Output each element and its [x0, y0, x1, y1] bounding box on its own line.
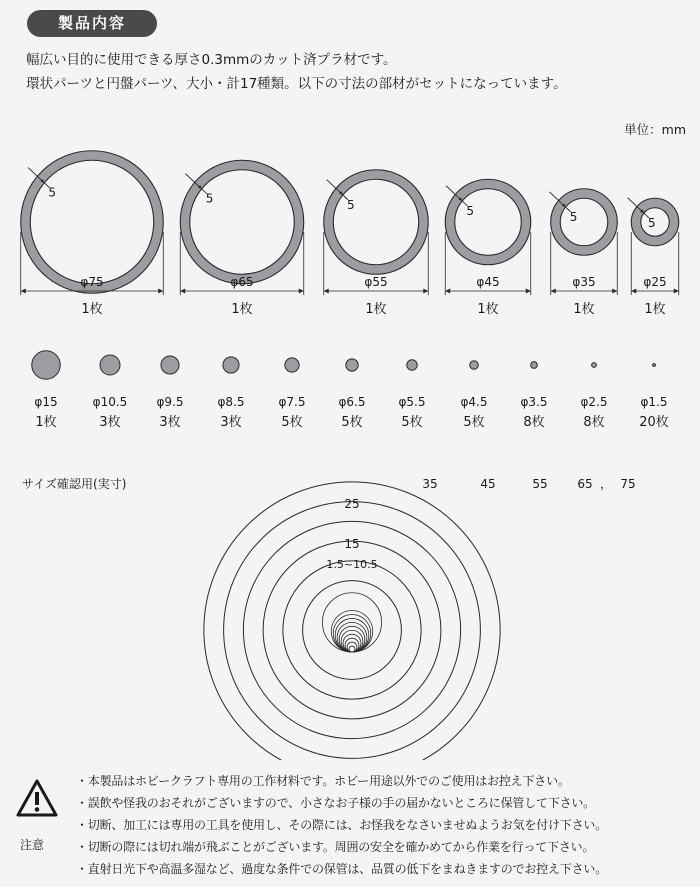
disc-count-label: 5枚: [401, 415, 423, 430]
disc-count-label: 8枚: [523, 415, 545, 430]
disc-count-label: 5枚: [341, 415, 363, 430]
dimension-arrow: [180, 289, 185, 294]
size-check-label-sep: ，: [599, 477, 613, 491]
warning-triangle-icon: [15, 778, 59, 818]
disc-diameter-label: φ4.5: [460, 395, 488, 409]
ring-part: [556, 194, 613, 251]
disc-count-label: 8枚: [583, 415, 605, 430]
intro-line-1: 幅広い目的に使用できる厚さ0.3mmのカット済プラ材です。: [26, 52, 397, 68]
ring-width-label: 5: [205, 191, 214, 206]
disc-diameter-label: φ7.5: [278, 395, 306, 409]
ring-inner-edge: [190, 170, 295, 275]
disc-part: [470, 361, 479, 370]
ring-inner-edge: [560, 198, 608, 246]
disc-part: [100, 355, 120, 375]
ring-diameter-label: φ65: [230, 275, 254, 289]
dimension-arrow: [631, 289, 636, 294]
ring-inner-edge: [333, 179, 419, 265]
disc-part: [531, 362, 538, 369]
dimension-arrow: [324, 289, 329, 294]
intro-line-2: 環状パーツと円盤パーツ、大小・計17種類。以下の寸法の部材がセットになっています。: [26, 76, 567, 92]
ring-inner-edge: [30, 160, 154, 284]
dimension-arrow: [526, 289, 531, 294]
size-check-label-25: 25: [344, 497, 360, 511]
ring-outer-edge: [324, 170, 429, 275]
disc-diameter-label: φ9.5: [156, 395, 184, 409]
ring-width-label: 5: [48, 185, 57, 200]
disc-count-label: 5枚: [281, 415, 303, 430]
disc-count-label: 3枚: [159, 415, 181, 430]
size-check-circle: [349, 646, 355, 652]
ring-diameter-label: φ45: [476, 275, 500, 289]
size-check-label-35: 35: [422, 477, 438, 491]
disc-count-label: 3枚: [220, 415, 242, 430]
disc-diameter-label: φ3.5: [520, 395, 548, 409]
ring-parts: [21, 151, 679, 317]
section-title: 製品内容: [27, 10, 157, 37]
caution-note: ・本製品はホビークラフト専用の工作材料です。ホビー用途以外でのご使用はお控え下さい。: [76, 774, 570, 788]
dimension-arrow: [423, 289, 428, 294]
ring-part: [185, 165, 299, 279]
size-check-label-65: 65: [577, 477, 593, 491]
dimension-arrow: [612, 289, 617, 294]
ring-width-label: 5: [648, 215, 656, 230]
disc-count-label: 3枚: [99, 415, 121, 430]
caution-note: ・切断、加工には専用の工具を使用し、その際には、お怪我をなさいませぬようお気を付け下さい。: [76, 818, 608, 832]
disc-diameter-label: φ15: [34, 395, 58, 409]
size-check-circle: [341, 630, 363, 652]
disc-part: [407, 360, 417, 370]
ring-width-label: 5: [466, 203, 475, 218]
warning-label: 注意: [20, 838, 45, 852]
ring-diameter-label: φ25: [643, 275, 667, 289]
size-check-circle: [335, 618, 369, 652]
disc-diameter-label: φ10.5: [92, 395, 128, 409]
unit-label: 単位：mm: [624, 122, 686, 137]
disc-part: [161, 356, 179, 374]
caution-note: ・直射日光下や高温多湿など、過度な条件での保管は、品質の低下をまねきますのでお控え下さい。: [76, 862, 608, 876]
ring-count-label: 1枚: [81, 302, 103, 317]
ring-part: [329, 175, 424, 270]
disc-diameter-label: φ5.5: [398, 395, 426, 409]
dimension-arrow: [158, 289, 163, 294]
disc-part: [285, 358, 299, 372]
dimension-arrow: [445, 289, 450, 294]
disc-count-label: 1枚: [35, 415, 57, 430]
size-check-label: サイズ確認用(実寸): [22, 477, 127, 491]
size-check-label-small: 1.5~10.5: [326, 558, 378, 571]
size-check-label-55: 55: [532, 477, 548, 491]
ring-diameter-label: φ75: [80, 275, 104, 289]
ring-count-label: 1枚: [365, 302, 387, 317]
ring-part: [26, 156, 159, 289]
disc-count-label: 20枚: [639, 415, 669, 430]
ring-count-label: 1枚: [573, 302, 595, 317]
dimension-arrow: [551, 289, 556, 294]
ring-diameter-label: φ55: [364, 275, 388, 289]
disc-diameter-label: φ6.5: [338, 395, 366, 409]
disc-parts: [32, 351, 669, 430]
disc-part: [653, 364, 656, 367]
ring-width-label: 5: [569, 209, 578, 224]
size-check-label-75: 75: [620, 477, 636, 491]
caution-note: ・切断の際には切れ端が飛ぶことがございます。周囲の安全を確かめてから作業を行って下さい。: [76, 840, 595, 854]
ring-outer-edge: [445, 179, 531, 265]
dimension-arrow: [674, 289, 679, 294]
disc-part: [592, 363, 597, 368]
ring-inner-edge: [455, 189, 522, 256]
size-check-circles: [204, 482, 500, 760]
size-check-label-45: 45: [480, 477, 496, 491]
ring-count-label: 1枚: [231, 302, 253, 317]
ring-count-label: 1枚: [644, 302, 666, 317]
ring-diameter-label: φ35: [572, 275, 596, 289]
caution-note: ・誤飲や怪我のおそれがございますので、小さなお子様の手の届かないところに保管して下さい。: [76, 796, 595, 810]
ring-part: [450, 184, 526, 260]
dimension-arrow: [299, 289, 304, 294]
disc-diameter-label: φ1.5: [640, 395, 668, 409]
size-check-circle: [204, 482, 500, 760]
ring-width-label: 5: [347, 197, 355, 212]
size-check-circle: [347, 642, 357, 652]
disc-part: [223, 357, 239, 373]
dimension-arrow: [21, 289, 26, 294]
disc-part: [32, 351, 61, 380]
ring-count-label: 1枚: [477, 302, 499, 317]
disc-diameter-label: φ2.5: [580, 395, 608, 409]
size-check-label-15: 15: [344, 537, 360, 551]
disc-part: [346, 359, 358, 371]
disc-diameter-label: φ8.5: [217, 395, 245, 409]
disc-count-label: 5枚: [463, 415, 485, 430]
caution-notes: [76, 770, 607, 880]
